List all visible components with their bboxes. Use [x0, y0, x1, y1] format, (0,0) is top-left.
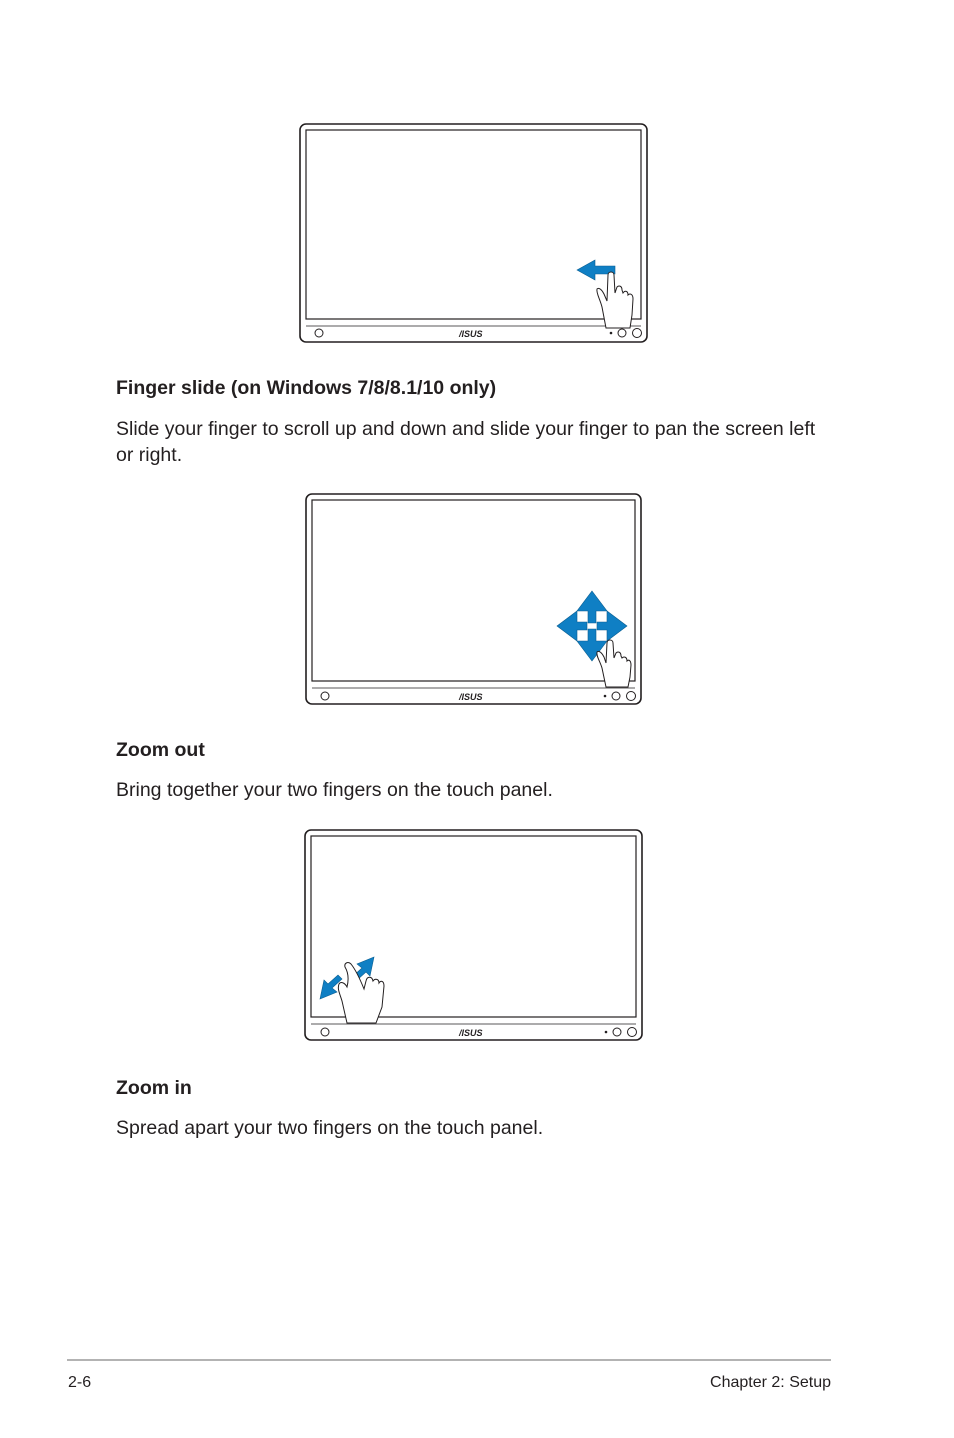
- asus-logo: /ISUS: [459, 1028, 483, 1038]
- page-number: 2-6: [68, 1374, 92, 1391]
- asus-logo: /ISUS: [459, 692, 483, 702]
- monitor-illustration-zoom-out: [304, 829, 644, 1043]
- chapter-title: Chapter 2: Setup: [710, 1374, 831, 1391]
- monitor-illustration-swipe-left: [299, 123, 649, 345]
- section-heading-zoom-out: Zoom out: [116, 739, 205, 761]
- section-body-finger-slide: Slide your finger to scroll up and down and slide your finger to pan the screen left or right.: [116, 418, 816, 466]
- monitor-screen: [306, 130, 641, 319]
- footer-divider: [67, 1359, 831, 1361]
- asus-logo: /ISUS: [459, 329, 483, 339]
- section-heading-zoom-in: Zoom in: [116, 1077, 192, 1099]
- section-body-zoom-out: Bring together your two fingers on the touch panel.: [116, 779, 553, 801]
- monitor-illustration-scroll-pan: [305, 493, 643, 707]
- section-body-zoom-in: Spread apart your two fingers on the touch panel.: [116, 1117, 544, 1139]
- section-heading-finger-slide: Finger slide (on Windows 7/8/8.1/10 only): [116, 377, 497, 399]
